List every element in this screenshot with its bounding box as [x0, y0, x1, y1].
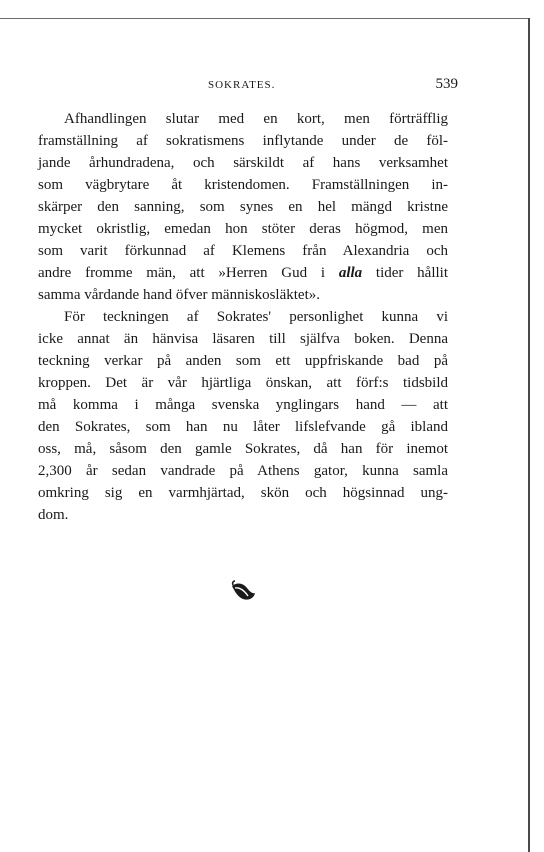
text-line: kroppen. Det är vår hjärtliga önskan, att förf:s tidsbild [38, 375, 448, 391]
right-border-rule [528, 18, 530, 852]
running-title: SOKRATES. [208, 79, 276, 91]
text-line: som varit förkunnad af Klemens från Alexandria och [38, 243, 448, 259]
text-segment: andre fromme män, att »Herren Gud i [38, 265, 339, 281]
page-header [38, 76, 458, 96]
text-line: 2,300 år sedan vandrade på Athens gator, kunna samla [38, 463, 448, 479]
text-line: må komma i många svenska ynglingars hand — att [38, 397, 448, 413]
body-text [38, 108, 448, 526]
text-line: dom. [38, 507, 69, 523]
text-line: Afhandlingen slutar med en kort, men förträfflig [64, 111, 448, 127]
text-segment: tider hållit [362, 265, 448, 281]
text-line: omkring sig en varmhjärtad, skön och högsinnad ung- [38, 485, 448, 501]
text-line: som vägbrytare åt kristendomen. Framställningen in- [38, 177, 448, 193]
leaf-fleuron-icon [229, 580, 257, 604]
text-line: den Sokrates, som han nu låter lifslefvande gå ibland [38, 419, 448, 435]
text-line: oss, må, såsom den gamle Sokrates, då han för inemot [38, 441, 448, 457]
text-line: För teckningen af Sokrates' personlighet kunna vi [64, 309, 448, 325]
text-line: mycket okristlig, emedan hon stöter deras högmod, men [38, 221, 448, 237]
text-line: skärper den sanning, som synes en hel mängd kristne [38, 199, 448, 215]
text-line: icke annat än hänvisa läsaren till själfva boken. Denna [38, 331, 448, 347]
text-line: teckning verkar på anden som ett uppfriskande bad på [38, 353, 448, 369]
text-line: jande århundradena, och särskildt af hans verksamhet [38, 155, 448, 171]
top-border-rule [0, 18, 528, 19]
text-line [38, 262, 448, 284]
emphasized-word: alla [338, 265, 363, 281]
page-number: 539 [435, 76, 458, 92]
paragraph-2 [38, 306, 448, 526]
paragraph-1 [38, 108, 448, 306]
text-line: samma vårdande hand öfver människosläktet». [38, 287, 320, 303]
text-line: framställning af sokratismens inflytande under de föl- [38, 133, 448, 149]
